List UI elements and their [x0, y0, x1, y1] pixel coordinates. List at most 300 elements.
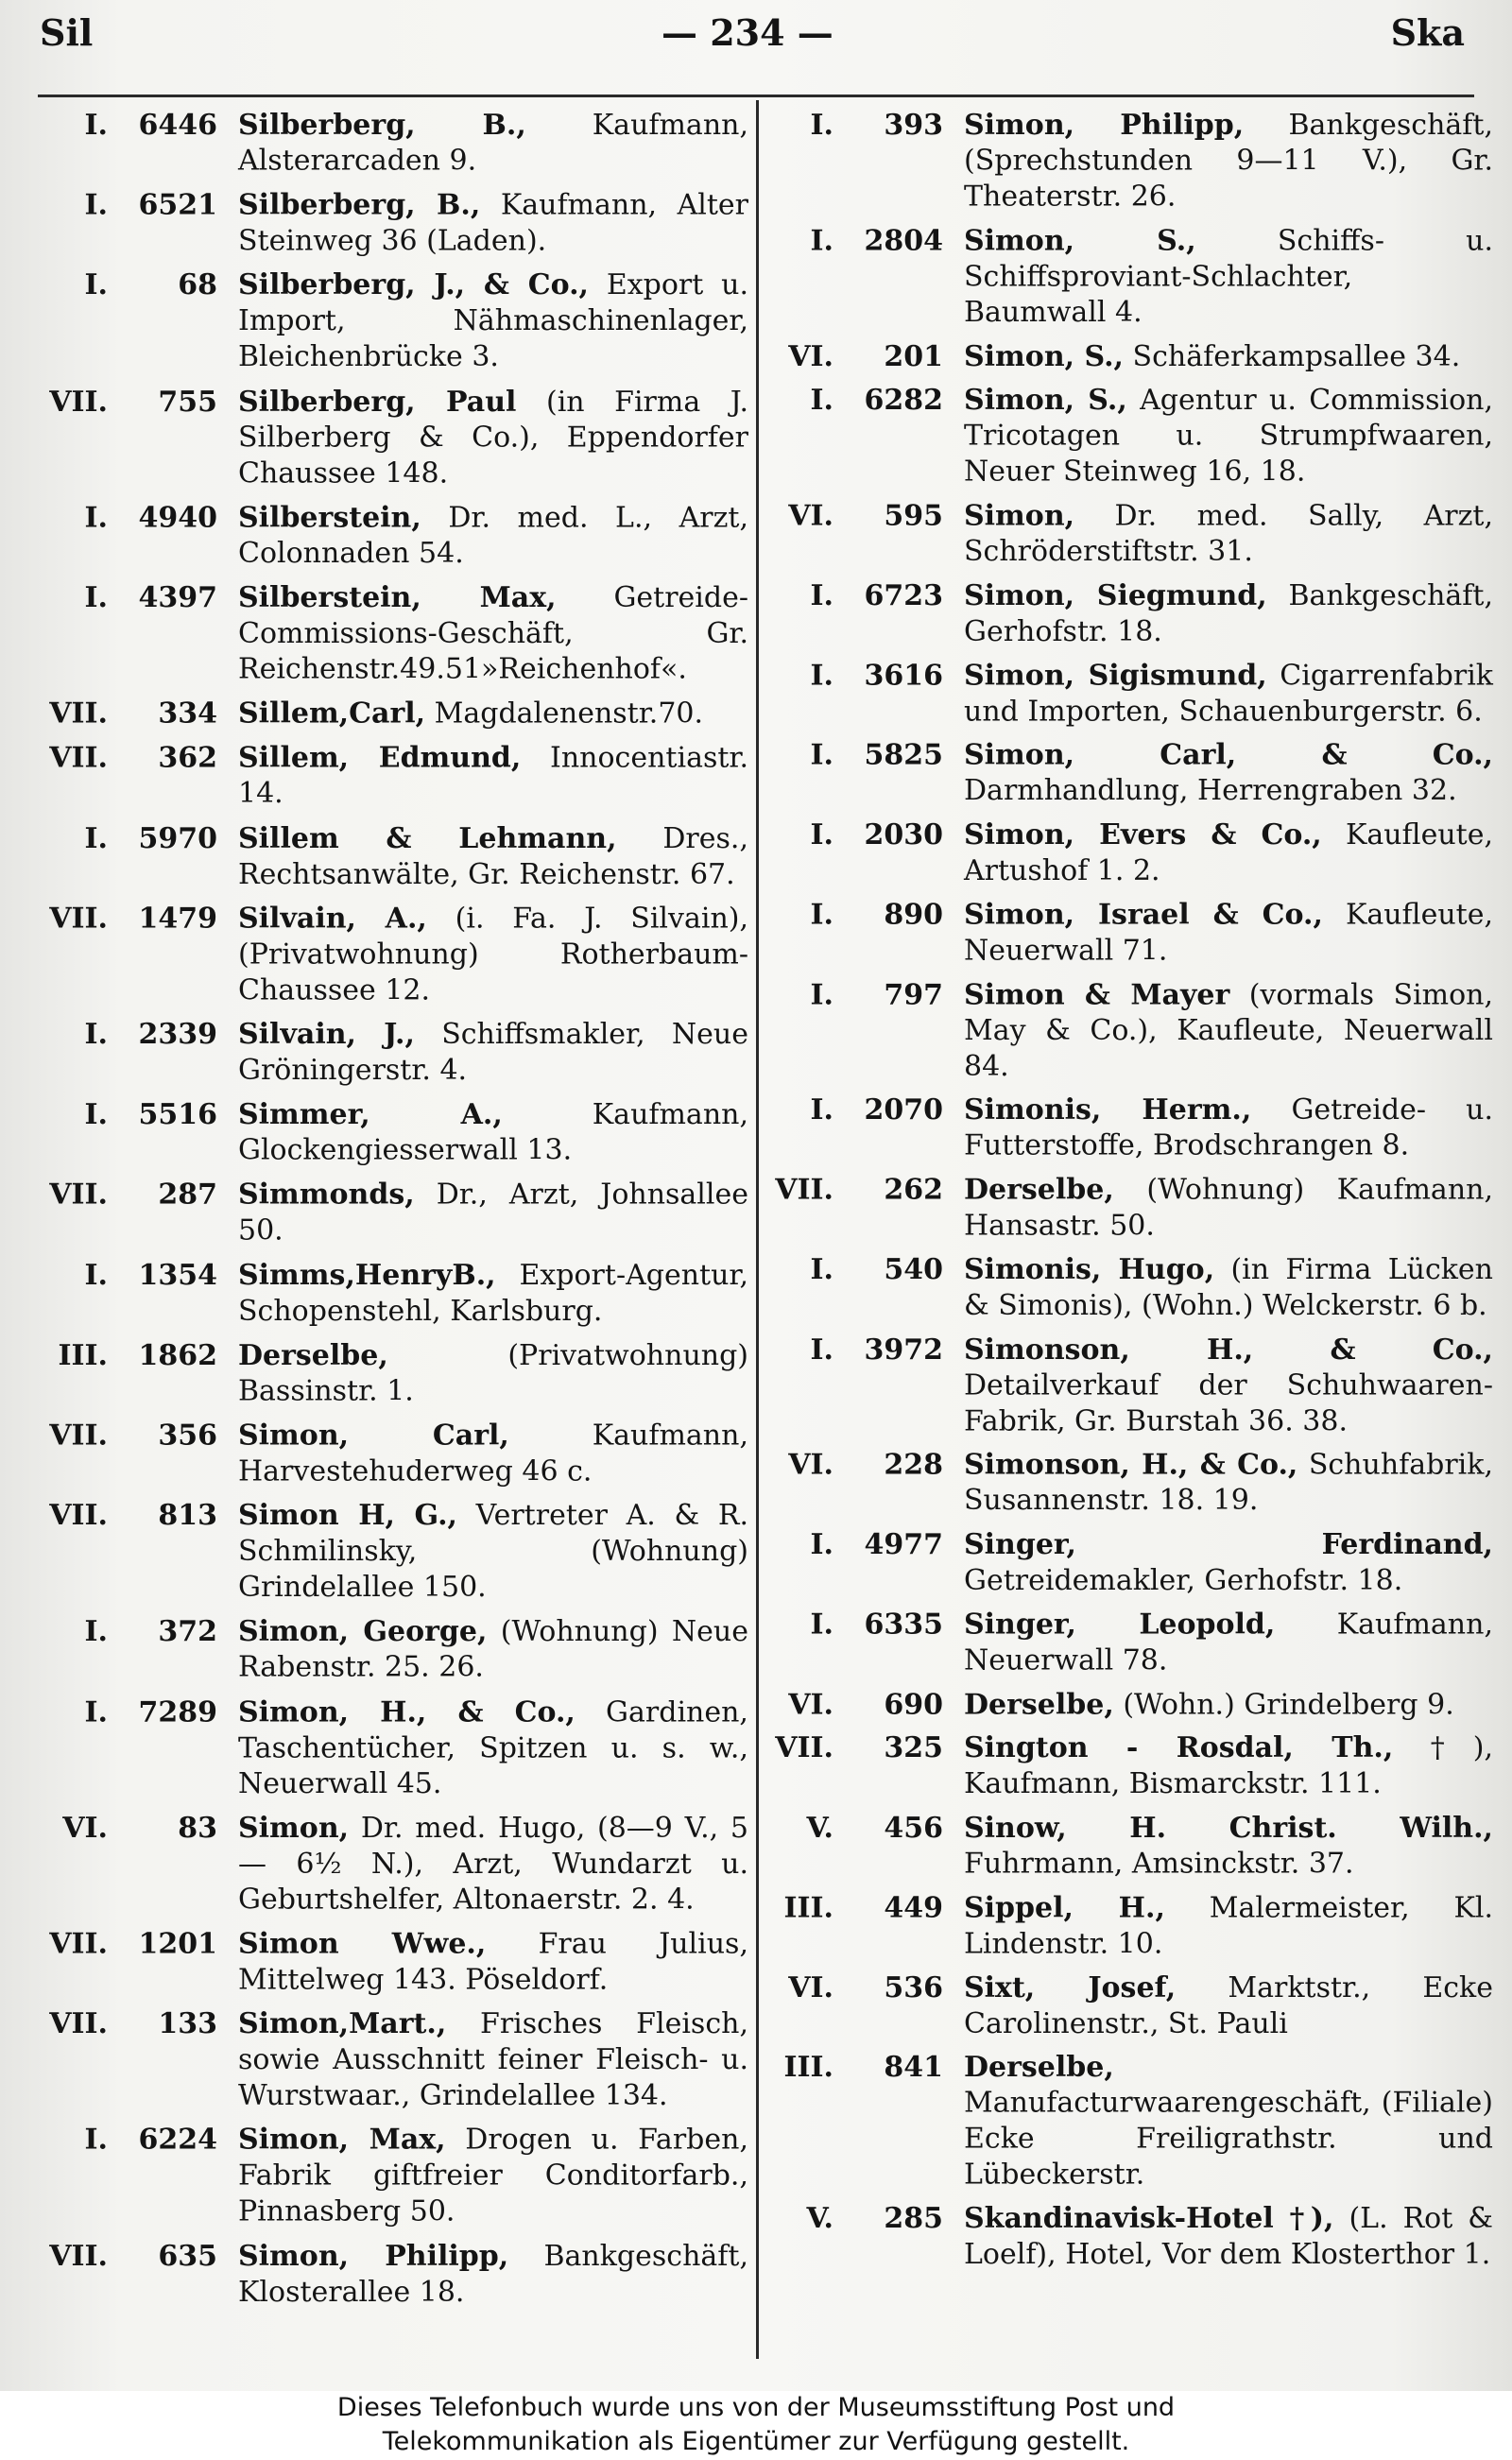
subscriber-details: Bankgeschäft, (Sprechstunden 9—11 V.), Gr. Theaterstr. 26. — [964, 108, 1493, 214]
phone-number: 6335 — [864, 1608, 943, 1642]
subscriber-name: Simon, Carl, & Co., — [964, 738, 1493, 772]
phone-number: 3616 — [864, 659, 943, 693]
subscriber-details: Dr. med. Hugo, (8—9 V., 5 — 6½ N.), Arzt, Wundarzt u. Geburtshelfer, Altonaerstr. 2. 4. — [238, 1811, 748, 1917]
entry-text — [964, 1890, 1493, 1962]
entry-text — [964, 383, 1493, 490]
exchange-district: VI. — [788, 499, 833, 533]
subscriber-name: Sillem, Edmund, — [238, 741, 522, 775]
phone-reference — [49, 384, 238, 420]
entry-text — [238, 1811, 748, 1918]
directory-entry — [49, 1097, 748, 1169]
directory-entry — [49, 580, 748, 688]
entry-text — [964, 897, 1493, 969]
entry-text — [238, 1499, 748, 1607]
footer-line-2: Telekommunikation als Eigentümer zur Verfügung gestellt. — [382, 2427, 1130, 2456]
phone-number: 1354 — [138, 1258, 217, 1292]
exchange-district: I. — [84, 501, 108, 535]
phone-number: 334 — [158, 697, 217, 731]
directory-entry — [49, 188, 748, 260]
phone-reference — [49, 1499, 238, 1535]
subscriber-name: Silberberg, J., & Co., — [238, 268, 589, 302]
phone-number: 325 — [884, 1731, 943, 1765]
subscriber-details: (in Firma Lücken & Simonis), (Wohn.) Welckerstr. 6 b. — [964, 1253, 1494, 1322]
phone-number: 5825 — [864, 738, 943, 772]
page-number: — 234 — — [662, 11, 833, 54]
footer-line-1: Dieses Telefonbuch wurde uns von der Museumsstiftung Post und — [336, 2393, 1176, 2422]
entry-text — [964, 1527, 1493, 1599]
phone-number: 540 — [884, 1253, 943, 1286]
entry-text — [964, 1731, 1493, 1803]
phone-reference — [775, 738, 964, 774]
exchange-district: VI. — [788, 339, 833, 373]
subscriber-details: Getreidemakler, Gerhofstr. 18. — [964, 1563, 1403, 1597]
exchange-district: I. — [84, 1258, 108, 1292]
subscriber-details: Drogen u. Farben, Fabrik giftfreier Conditorfarb., Pinnasberg 50. — [238, 2124, 748, 2228]
entry-text — [964, 817, 1493, 889]
phone-reference — [49, 1927, 238, 1963]
directory-entry — [775, 1173, 1493, 1245]
directory-entry — [49, 1178, 748, 1249]
phone-number: 5516 — [138, 1098, 217, 1132]
phone-number: 5970 — [138, 821, 217, 855]
subscriber-details: Schäferkampsallee 34. — [1132, 339, 1461, 373]
phone-reference — [49, 1017, 238, 1053]
directory-entry — [775, 1970, 1493, 2042]
exchange-district: VII. — [775, 1731, 833, 1765]
directory-entry — [775, 1811, 1493, 1883]
exchange-district: I. — [84, 1695, 108, 1729]
phone-reference — [49, 821, 238, 857]
phone-reference — [49, 741, 238, 777]
entry-text — [964, 2201, 1493, 2273]
entry-text — [238, 268, 748, 376]
subscriber-details: Frisches Fleisch, sowie Ausschnitt feiner Fleisch- u. Wurstwaar., Grindelallee 134. — [238, 2007, 748, 2113]
directory-entry — [775, 817, 1493, 889]
subscriber-name: Simon, Evers & Co., — [964, 818, 1322, 852]
subscriber-details: Frau Julius, Mittelweg 143. Pöseldorf. — [238, 1927, 748, 1997]
subscriber-name: Derselbe, — [238, 1338, 388, 1372]
entry-text — [238, 1614, 748, 1686]
exchange-district: V. — [806, 2202, 833, 2236]
subscriber-name: Simon, — [238, 1811, 350, 1845]
subscriber-details: Magdalenenstr.70. — [434, 697, 704, 731]
phone-number: 6723 — [864, 578, 943, 612]
entry-text — [238, 902, 748, 1009]
entry-text — [964, 498, 1493, 570]
exchange-district: I. — [810, 384, 833, 417]
directory-entry — [775, 498, 1493, 570]
entry-text — [238, 821, 748, 893]
phone-number: 83 — [178, 1811, 217, 1845]
directory-entry — [775, 2050, 1493, 2193]
entry-text — [964, 1970, 1493, 2042]
phone-reference — [49, 500, 238, 536]
phone-reference — [775, 578, 964, 614]
phone-reference — [49, 1694, 238, 1730]
phone-reference — [49, 268, 238, 304]
subscriber-details: (vormals Simon, May & Co.), Kaufleute, Neuerwall 84. — [964, 977, 1493, 1083]
subscriber-name: Simon, Philipp, — [238, 2239, 509, 2273]
phone-reference — [775, 223, 964, 259]
entry-text — [238, 2239, 748, 2311]
phone-number: 813 — [158, 1499, 217, 1533]
directory-entry — [49, 1338, 748, 1410]
entry-text — [964, 339, 1493, 375]
exchange-district: VI. — [788, 1970, 833, 2004]
exchange-district: VII. — [49, 2007, 108, 2041]
exchange-district: I. — [84, 188, 108, 222]
subscriber-details: Dr., Arzt, Johnsallee 50. — [238, 1178, 748, 1247]
directory-entry — [49, 384, 748, 491]
subscriber-name: Simon, — [964, 499, 1075, 533]
phone-reference — [775, 2050, 964, 2086]
subscriber-details: Bankgeschäft, Klosterallee 18. — [238, 2239, 748, 2309]
phone-reference — [775, 1970, 964, 2006]
phone-number: 133 — [158, 2007, 217, 2041]
subscriber-name: Simon, Sigismund, — [964, 659, 1267, 693]
subscriber-details: †), Kaufmann, Bismarckstr. 111. — [964, 1731, 1493, 1801]
subscriber-name: Simms,HenryB., — [238, 1258, 496, 1292]
subscriber-name: Derselbe, — [964, 1173, 1114, 1207]
subscriber-name: Simon Wwe., — [238, 1927, 487, 1961]
phone-reference — [775, 1811, 964, 1847]
phone-number: 536 — [884, 1970, 943, 2004]
phone-number: 356 — [158, 1419, 217, 1453]
subscriber-name: Simonson, H., & Co., — [964, 1333, 1493, 1367]
exchange-district: I. — [84, 268, 108, 302]
directory-entry — [49, 1694, 748, 1802]
subscriber-details: Kaufleute, Neuerwall 71. — [964, 898, 1493, 968]
subscriber-details: Getreide-Commissions-Geschäft, Gr. Reichenstr.49.51»Reichenhof«. — [238, 581, 748, 686]
exchange-district: I. — [84, 1615, 108, 1649]
directory-entry — [775, 223, 1493, 331]
entry-text — [964, 1448, 1493, 1520]
subscriber-details: Schuhfabrik, Susannenstr. 18. 19. — [964, 1448, 1493, 1518]
phone-reference — [49, 108, 238, 144]
directory-entry — [775, 1687, 1493, 1723]
entry-text — [238, 1178, 748, 1249]
exchange-district: VII. — [775, 1173, 833, 1207]
phone-reference — [49, 2239, 238, 2275]
header-left-keyword: Sil — [40, 11, 94, 54]
subscriber-name: Silberberg, B., — [238, 188, 481, 222]
subscriber-details: Schiffsmakler, Neue Gröningerstr. 4. — [238, 1018, 748, 1088]
exchange-district: I. — [810, 1253, 833, 1286]
subscriber-name: Simmonds, — [238, 1178, 415, 1212]
phone-number: 890 — [884, 898, 943, 932]
directory-entry — [49, 1811, 748, 1918]
subscriber-details: Vertreter A. & R. Schmilinsky, (Wohnung) Grindelallee 150. — [238, 1499, 748, 1605]
phone-number: 68 — [178, 268, 217, 302]
phone-number: 2030 — [864, 818, 943, 852]
directory-entry — [49, 2007, 748, 2115]
exchange-district: I. — [810, 224, 833, 258]
exchange-district: I. — [810, 1333, 833, 1367]
left-column — [49, 108, 748, 2319]
exchange-district: VII. — [49, 385, 108, 419]
subscriber-details: Darmhandlung, Herrengraben 32. — [964, 774, 1457, 808]
subscriber-details: (in Firma J. Silberberg & Co.), Eppendorfer Chaussee 148. — [238, 385, 748, 490]
phone-number: 1201 — [138, 1927, 217, 1961]
phone-reference — [775, 977, 964, 1013]
phone-number: 2804 — [864, 224, 943, 258]
subscriber-name: Simon, Israel & Co., — [964, 898, 1323, 932]
phone-reference — [49, 1258, 238, 1294]
subscriber-name: Simon, Carl, — [238, 1419, 509, 1453]
subscriber-name: Sington - Rosdal, Th., — [964, 1731, 1394, 1765]
phone-number: 1862 — [138, 1338, 217, 1372]
phone-number: 285 — [884, 2202, 943, 2236]
directory-entry — [775, 339, 1493, 375]
entry-text — [964, 1173, 1493, 1245]
exchange-district: I. — [84, 2124, 108, 2158]
subscriber-details: Malermeister, Kl. Lindenstr. 10. — [964, 1891, 1493, 1961]
phone-reference — [49, 1338, 238, 1374]
subscriber-details: Kaufmann, Alter Steinweg 36 (Laden). — [238, 188, 748, 258]
phone-reference — [775, 1527, 964, 1563]
phone-number: 456 — [884, 1811, 943, 1845]
exchange-district: I. — [810, 818, 833, 852]
subscriber-details: Cigarrenfabrik und Importen, Schauenburgerstr. 6. — [964, 659, 1493, 728]
exchange-district: I. — [810, 738, 833, 772]
subscriber-name: Singer, Leopold, — [964, 1608, 1276, 1642]
phone-number: 6446 — [138, 108, 217, 142]
subscriber-details: (Wohnung) Neue Rabenstr. 25. 26. — [238, 1615, 748, 1685]
exchange-district: I. — [810, 1093, 833, 1127]
exchange-district: I. — [810, 659, 833, 693]
subscriber-details: Dr. med. Sally, Arzt, Schröderstiftstr. 31. — [964, 499, 1493, 569]
subscriber-details: Kaufmann, Neuerwall 78. — [964, 1608, 1493, 1677]
phone-number: 2339 — [138, 1018, 217, 1052]
directory-entry — [49, 741, 748, 813]
subscriber-details: Dres., Rechtsanwälte, Gr. Reichenstr. 67. — [238, 821, 748, 891]
subscriber-details: Schiffs- u. Schiffsproviant-Schlachter, Baumwall 4. — [964, 224, 1493, 329]
entry-text — [238, 697, 748, 732]
directory-entry — [775, 1092, 1493, 1164]
subscriber-details: Fuhrmann, Amsinckstr. 37. — [964, 1847, 1354, 1881]
exchange-district: V. — [806, 1811, 833, 1845]
subscriber-name: Sinow, H. Christ. Wilh., — [964, 1811, 1493, 1845]
entry-text — [238, 188, 748, 260]
entry-text — [964, 1092, 1493, 1164]
exchange-district: I. — [84, 1098, 108, 1132]
phone-reference — [775, 1332, 964, 1368]
directory-entry — [49, 2239, 748, 2311]
exchange-district: I. — [810, 108, 833, 142]
exchange-district: III. — [783, 2051, 833, 2085]
phone-number: 755 — [158, 385, 217, 419]
phone-reference — [775, 1608, 964, 1643]
directory-entry — [775, 1608, 1493, 1679]
column-divider — [756, 100, 759, 2359]
subscriber-name: Simon, S., — [964, 384, 1127, 417]
phone-number: 393 — [884, 108, 943, 142]
directory-entry — [49, 108, 748, 180]
subscriber-name: Simon, H., & Co., — [238, 1695, 576, 1729]
subscriber-details: Innocentiastr. 14. — [238, 741, 748, 811]
entry-text — [964, 578, 1493, 650]
entry-text — [964, 108, 1493, 215]
phone-number: 2070 — [864, 1093, 943, 1127]
directory-entry — [49, 1614, 748, 1686]
subscriber-name: Silberberg, Paul — [238, 385, 517, 419]
subscriber-details: Bankgeschäft, Gerhofstr. 18. — [964, 578, 1493, 648]
phone-reference — [49, 580, 238, 616]
footer-notice — [0, 2391, 1512, 2460]
subscriber-name: Sixt, Josef, — [964, 1970, 1177, 2004]
entry-text — [964, 658, 1493, 730]
subscriber-name: Silberstein, Max, — [238, 581, 557, 614]
entry-text — [238, 580, 748, 688]
subscriber-details: Agentur u. Commission, Tricotagen u. Strumpfwaaren, Neuer Steinweg 16, 18. — [964, 384, 1494, 489]
phone-number: 841 — [884, 2051, 943, 2085]
subscriber-name: Simon, Siegmund, — [964, 578, 1267, 612]
phone-number: 6521 — [138, 188, 217, 222]
phone-reference — [775, 1448, 964, 1484]
directory-entry — [775, 108, 1493, 215]
exchange-district: VII. — [49, 1419, 108, 1453]
directory-entry — [49, 500, 748, 572]
phone-number: 4940 — [138, 501, 217, 535]
phone-reference — [775, 1687, 964, 1723]
right-column — [775, 108, 1493, 2281]
phone-reference — [775, 383, 964, 419]
phone-number: 3972 — [864, 1333, 943, 1367]
exchange-district: I. — [810, 1528, 833, 1561]
directory-entry — [775, 1731, 1493, 1803]
directory-entry — [775, 1252, 1493, 1324]
exchange-district: I. — [84, 821, 108, 855]
phone-number: 635 — [158, 2239, 217, 2273]
directory-entry — [49, 1258, 748, 1330]
entry-text — [238, 384, 748, 491]
phone-reference — [49, 1614, 238, 1650]
phone-reference — [49, 2007, 238, 2043]
entry-text — [238, 1419, 748, 1490]
subscriber-name: Simonis, Herm., — [964, 1093, 1252, 1127]
entry-text — [238, 1338, 748, 1410]
phone-reference — [49, 1178, 238, 1213]
subscriber-name: Simmer, A., — [238, 1098, 503, 1132]
exchange-district: I. — [84, 108, 108, 142]
subscriber-name: Sillem,Carl, — [238, 697, 426, 731]
directory-entry — [49, 268, 748, 376]
exchange-district: VII. — [49, 741, 108, 775]
exchange-district: I. — [84, 581, 108, 614]
subscriber-details: Kaufmann, Harvestehuderweg 46 c. — [238, 1419, 748, 1488]
subscriber-name: Simon, Max, — [238, 2124, 446, 2158]
phone-reference — [775, 1890, 964, 1926]
subscriber-name: Simon, George, — [238, 1615, 488, 1649]
subscriber-name: Simon, Philipp, — [964, 108, 1245, 142]
entry-text — [964, 1252, 1493, 1324]
entry-text — [964, 1332, 1493, 1439]
phone-reference — [775, 2201, 964, 2237]
subscriber-details: Export-Agentur, Schopenstehl, Karlsburg. — [238, 1258, 748, 1328]
phone-number: 287 — [158, 1178, 217, 1212]
directory-entry — [49, 697, 748, 732]
directory-entry — [775, 738, 1493, 810]
directory-entry — [775, 1332, 1493, 1439]
phone-reference — [775, 1092, 964, 1128]
phone-reference — [775, 1252, 964, 1288]
entry-text — [964, 223, 1493, 331]
directory-entry — [775, 1448, 1493, 1520]
phone-number: 201 — [884, 339, 943, 373]
directory-entry — [775, 578, 1493, 650]
entry-text — [238, 500, 748, 572]
phone-reference — [49, 1097, 238, 1133]
exchange-district: I. — [810, 898, 833, 932]
phone-reference — [49, 1811, 238, 1847]
directory-entry — [775, 1527, 1493, 1599]
phone-reference — [775, 817, 964, 853]
subscriber-details: Kaufmann, Alsterarcaden 9. — [238, 108, 748, 178]
entry-text — [964, 738, 1493, 810]
subscriber-details: Marktstr., Ecke Carolinenstr., St. Pauli — [964, 1970, 1493, 2040]
phone-number: 797 — [884, 977, 943, 1011]
exchange-district: III. — [783, 1891, 833, 1925]
subscriber-name: Simonis, Hugo, — [964, 1253, 1215, 1286]
subscriber-details: (Wohnung) Kaufmann, Hansastr. 50. — [964, 1173, 1493, 1243]
exchange-district: VII. — [49, 1499, 108, 1533]
phone-reference — [775, 1173, 964, 1209]
phone-reference — [49, 188, 238, 224]
subscriber-name: Simonson, H., & Co., — [964, 1448, 1298, 1482]
directory-entry — [49, 1419, 748, 1490]
header-rule — [38, 95, 1474, 97]
phone-reference — [49, 1419, 238, 1454]
entry-text — [964, 977, 1493, 1085]
exchange-district: VI. — [788, 1687, 833, 1721]
phone-reference — [775, 498, 964, 534]
directory-entry — [49, 1017, 748, 1089]
entry-text — [964, 1687, 1493, 1723]
phone-number: 228 — [884, 1448, 943, 1482]
directory-entry — [49, 1927, 748, 1999]
phone-reference — [775, 108, 964, 144]
exchange-district: I. — [810, 1608, 833, 1642]
phone-number: 7289 — [138, 1695, 217, 1729]
subscriber-details: (Wohn.) Grindelberg 9. — [1123, 1687, 1454, 1721]
phone-number: 4397 — [138, 581, 217, 614]
subscriber-details: Dr. med. L., Arzt, Colonnaden 54. — [238, 501, 748, 570]
directory-entry — [775, 1890, 1493, 1962]
phone-reference — [775, 1731, 964, 1767]
exchange-district: VII. — [49, 2239, 108, 2273]
subscriber-name: Simon & Mayer — [964, 977, 1230, 1011]
exchange-district: VI. — [62, 1811, 108, 1845]
subscriber-name: Sillem & Lehmann, — [238, 821, 617, 855]
entry-text — [238, 108, 748, 180]
subscriber-name: Silberberg, B., — [238, 108, 526, 142]
subscriber-name: Skandinavisk-Hotel †), — [964, 2202, 1334, 2236]
exchange-district: I. — [810, 578, 833, 612]
entry-text — [238, 1097, 748, 1169]
phone-number: 690 — [884, 1687, 943, 1721]
exchange-district: VII. — [49, 1178, 108, 1212]
subscriber-name: Silvain, A., — [238, 902, 427, 936]
entry-text — [238, 2007, 748, 2115]
subscriber-details: (L. Rot & Loelf), Hotel, Vor dem Klosterthor 1. — [964, 2202, 1493, 2272]
phone-number: 262 — [884, 1173, 943, 1207]
entry-text — [238, 1694, 748, 1802]
subscriber-name: Singer, Ferdinand, — [964, 1528, 1493, 1561]
subscriber-details: Getreide- u. Futterstoffe, Brodschrangen 8. — [964, 1093, 1493, 1162]
phone-reference — [49, 902, 238, 938]
directory-entry — [49, 2123, 748, 2230]
subscriber-name: Simon, S., — [964, 224, 1196, 258]
